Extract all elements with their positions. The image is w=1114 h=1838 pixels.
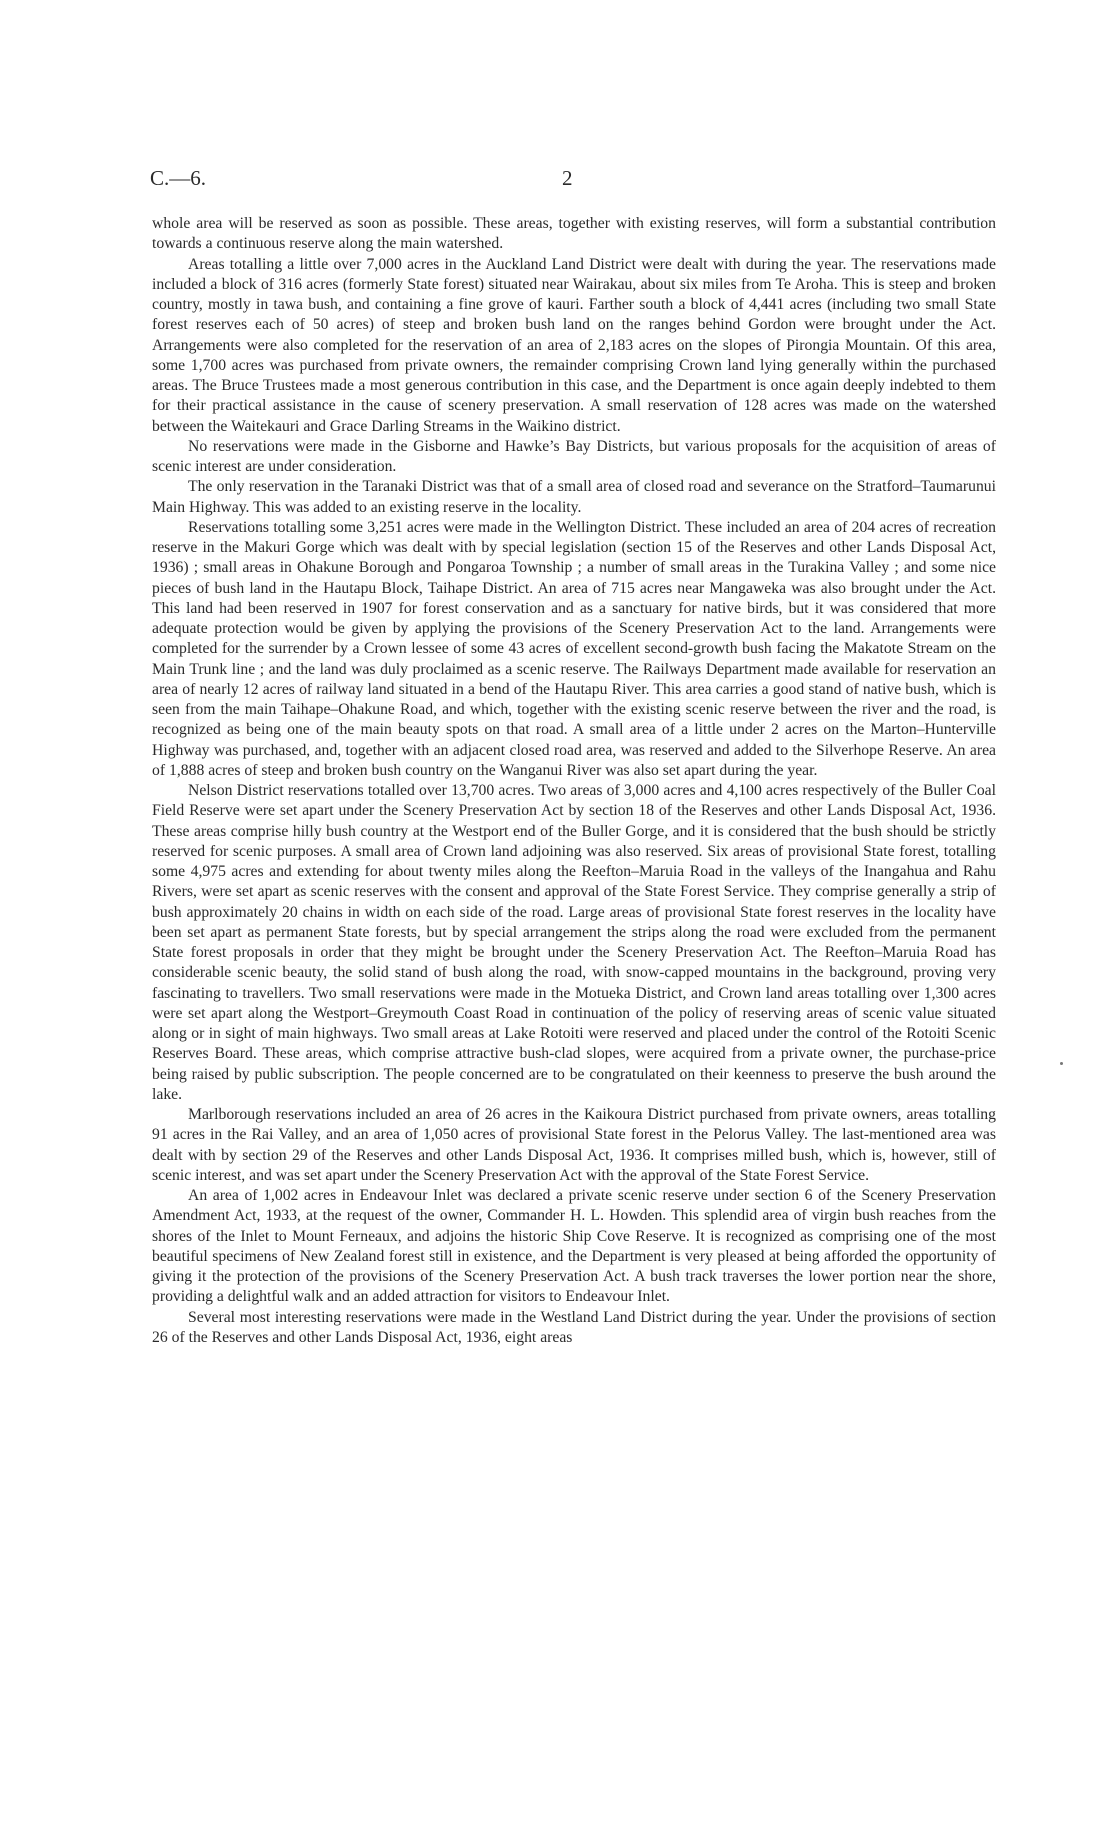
- paragraph-taranaki: The only reservation in the Taranaki District was that of a small area of closed road and severance on the Stratford–Taumarunui Main Highway. This was added to an existing reserve in the locality.: [152, 478, 996, 516]
- paragraph-auckland: Areas totalling a little over 7,000 acres in the Auckland Land District were dealt with during the year. The reservations made included a block of 316 acres (formerly State forest) situated near Wairakau, about six miles from Te Aroha. This is steep and broken country, mostly in tawa bush, and containing a fine grove of kauri. Farther south a block of 4,441 acres (including two small State forest reserves each of 50 acres) of steep and broken bush land on the ranges behind Gordon were brought under the Act. Arrangements were also completed for the reservation of an area of 2,183 acres on the slopes of Pirongia Mountain. Of this area, some 1,700 acres was purchased from private owners, the remainder comprising Crown land lying generally within the purchased areas. The Bruce Trustees made a most generous contribution in this case, and the Department is once again deeply indebted to them for their practical assistance in the cause of scenery preservation. A small reservation of 128 acres was made on the watershed between the Waitekauri and Grace Darling Streams in the Waikino district.: [152, 255, 996, 435]
- page-header: [150, 166, 998, 192]
- paragraph-continuation: whole area will be reserved as soon as possible. These areas, together with existing reserves, will form a substantial contribution towards a continuous reserve along the main watershed.: [152, 215, 996, 253]
- paragraph-nelson: Nelson District reservations totalled over 13,700 acres. Two areas of 3,000 acres and 4,100 acres respectively of the Buller Coal Field Reserve were set apart under the Scenery Preservation Act by section 18 of the Reserves and other Lands Disposal Act, 1936. These areas comprise hilly bush country at the Westport end of the Buller Gorge, and it is considered that the bush should be strictly reserved for scenic purposes. A small area of Crown land adjoining was also reserved. Six areas of provisional State forest, totalling some 4,975 acres and extending for about twenty miles along the Reefton–Maruia Road in the valleys of the Inangahua and Rahu Rivers, were set apart as scenic reserves with the consent and approval of the State Forest Service. They comprise generally a strip of bush approximately 20 chains in width on each side of the road. Large areas of provisional State forest reserves in the locality have been set apart as permanent State forests, but by special arrangement the strips along the road were excluded from the permanent State forest proposals in order that they might be brought under the Scenery Preservation Act. The Reefton–Maruia Road has considerable scenic beauty, the solid stand of bush along the road, with snow-capped mountains in the background, proving very fascinating to travellers. Two small reservations were made in the Motueka District, and Crown land areas totalling over 1,300 acres were set apart along the Westport–Greymouth Coast Road in continuation of the policy of reserving areas of scenic value situated along or in sight of main highways. Two small areas at Lake Rotoiti were reserved and placed under the control of the Rotoiti Scenic Reserves Board. These areas, which comprise attractive bush-clad slopes, were acquired from a private owner, the purchase-price being raised by public subscription. The people concerned are to be congratulated on their keenness to preserve the bush around the lake.: [152, 782, 996, 1103]
- paragraph-gisborne-hawkes-bay: No reservations were made in the Gisborne and Hawke’s Bay Districts, but various proposals for the acquisition of areas of scenic interest are under consideration.: [152, 437, 996, 475]
- document-reference: C.—6.: [150, 166, 207, 190]
- paragraph-wellington: Reservations totalling some 3,251 acres were made in the Wellington District. These included an area of 204 acres of recreation reserve in the Makuri Gorge which was dealt with by special legislation (section 15 of the Reserves and other Lands Disposal Act, 1936) ; small areas in Ohakune Borough and Pongaroa Township ; a number of small areas in the Turakina Valley ; and some nice pieces of bush land in the Hautapu Block, Taihape District. An area of 715 acres near Mangaweka was also brought under the Act. This land had been reserved in 1907 for forest conservation and as a sanctuary for native birds, but it was considered that more adequate protection would be given by applying the provisions of the Scenery Preservation Act to the land. Arrangements were completed for the surrender by a Crown lessee of some 43 acres of excellent second-growth bush facing the Makatote Stream on the Main Trunk line ; and the land was duly proclaimed as a scenic reserve. The Railways Department made available for reservation an area of nearly 12 acres of railway land situated in a bend of the Hautapu River. This area carries a good stand of native bush, which is seen from the main Taihape–Ohakune Road, and which, together with the existing scenic reserve between the river and the road, is recognized as being one of the main beauty spots on that road. A small area of a little under 2 acres on the Marton–Hunterville Highway was purchased, and, together with an adjacent closed road area, was reserved and added to the Silverhope Reserve. An area of 1,888 acres of steep and broken bush country on the Wanganui River was also set apart during the year.: [152, 518, 996, 779]
- paragraph-marlborough: Marlborough reservations included an area of 26 acres in the Kaikoura District purchased from private owners, areas totalling 91 acres in the Rai Valley, and an area of 1,050 acres of provisional State forest in the Pelorus Valley. The last-mentioned area was dealt with by section 29 of the Reserves and other Lands Disposal Act, 1936. It comprises milled bush, which is, however, still of scenic interest, and was set apart under the Scenery Preservation Act with the approval of the State Forest Service.: [152, 1106, 996, 1184]
- paragraph-endeavour-inlet: An area of 1,002 acres in Endeavour Inlet was declared a private scenic reserve under section 6 of the Scenery Preservation Amendment Act, 1933, at the request of the owner, Commander H. L. Howden. This splendid area of virgin bush reaches from the shores of the Inlet to Mount Ferneaux, and adjoins the historic Ship Cove Reserve. It is recognized as comprising one of the most beautiful specimens of New Zealand forest still in existence, and the Department is very pleased at being afforded the opportunity of giving it the protection of the provisions of the Scenery Preservation Act. A bush track traverses the lower portion near the shore, providing a delightful walk and an added attraction for visitors to Endeavour Inlet.: [152, 1187, 996, 1306]
- paragraph-westland: Several most interesting reservations were made in the Westland Land District during the year. Under the provisions of section 26 of the Reserves and other Lands Disposal Act, 1936, eight areas: [152, 1308, 996, 1346]
- body-text: [152, 214, 996, 1348]
- page-number: 2: [562, 166, 573, 190]
- scan-speck: [1060, 1062, 1063, 1065]
